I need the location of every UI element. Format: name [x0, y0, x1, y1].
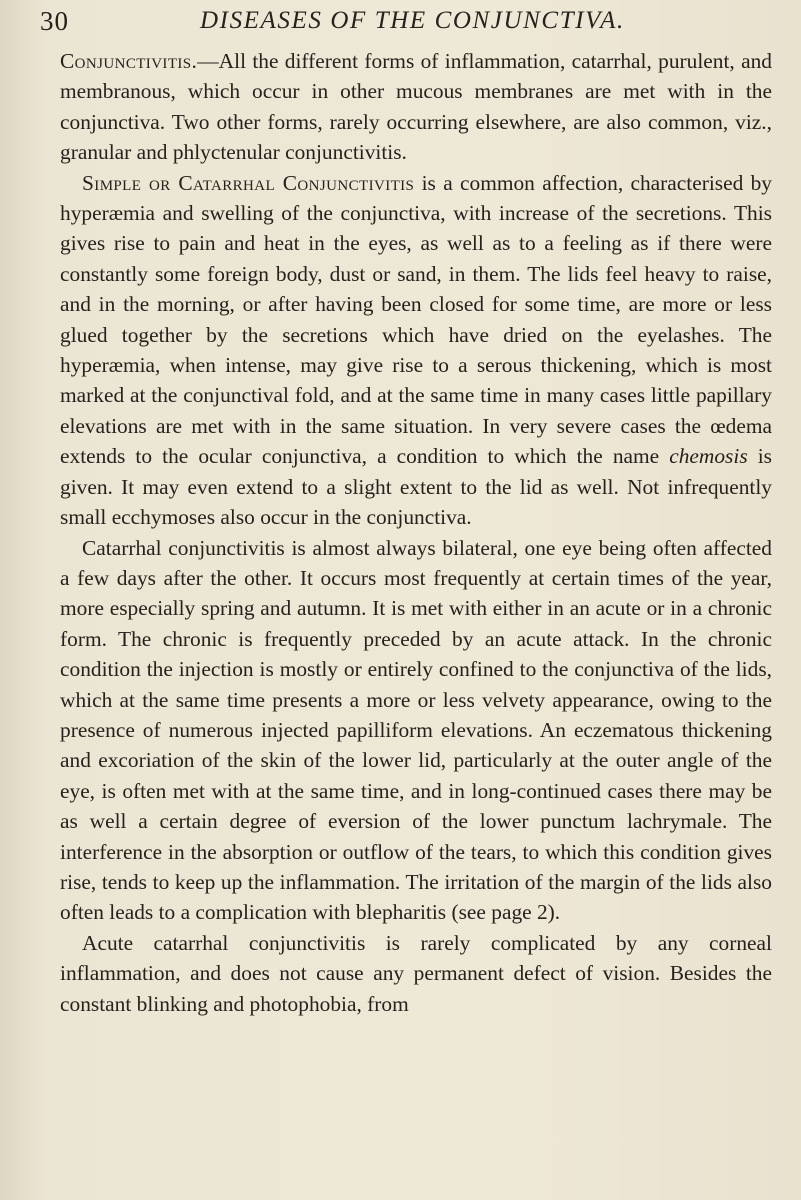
body-text	[60, 46, 772, 1019]
paragraph-text: is a common affection, characterised by hyperæmia and swelling of the conjunctiva, with increase of the secretions. This gives rise to pain and heat in the eyes, as well as to a feeling as if there were constantly some foreign body, dust or sand, in them. The lids feel heavy to raise, and in the morning, or after having been closed for some time, are more or less glued together by the secretions which have dried on the eyelashes. The hyperæmia, when intense, may give rise to a serous thickening, which is most marked at the conjunctival fold, and at the same time in many cases little papillary elevations are met with in the same situation. In very severe cases the œdema extends to the ocular conjunctiva, a condition to which the name	[60, 170, 773, 469]
paragraph-text: Catarrhal conjunctivitis is almost always bilateral, one eye being often affected a few days after the other. It occurs most frequently at certain times of the year, more especially spring and autumn. It is met with either in an acute or in a chronic form. The chronic is frequently preceded by an acute attack. In the chronic condition the injection is mostly or entirely confined to the conjunctiva of the lids, which at the same time presents a more or less velvety appearance, owing to the presence of numerous injected papilliform elevations. An eczematous thickening and excoriation of the skin of the lower lid, particularly at the outer angle of the eye, is often met with at the same time, and in long-continued cases there may be as well a certain degree of eversion of the lower punctum lachrymale. The interference in the absorption or outflow of the tears, to which this condition gives rise, tends to keep up the inflammation. The irritation of the margin of the lids also often leads to a complication with blepharitis (see page 2).	[60, 535, 772, 925]
paragraph-text-continued: is given. It may even extend to a slight extent to the lid as well. Not infrequently small ecchymoses also occur in the conjunctiva.	[60, 444, 772, 530]
paragraph-acute-form	[60, 928, 772, 1019]
running-head: DISEASES OF THE CONJUNCTIVA.	[200, 7, 625, 34]
page-header	[40, 4, 761, 44]
paragraph-chronic-form	[60, 533, 772, 928]
paragraph-text: —All the different forms of inflammation, catarrhal, purulent, and membranous, which occur in other mucous membranes are met with in the conjunctiva. Two other forms, rarely occurring elsewhere, are also common, viz., granular and phlyctenular conjunctivitis.	[60, 49, 772, 165]
paragraph-conjunctivitis	[60, 46, 772, 168]
page-number: 30	[40, 6, 69, 36]
italic-term: chemosis	[669, 444, 748, 469]
paragraph-text: Acute catarrhal conjunctivitis is rarely complicated by any corneal inflammation, and does not cause any permanent defect of vision. Besides the constant blinking and photophobia, from	[60, 930, 772, 1016]
paragraph-catarrhal-conjunctivitis	[60, 168, 772, 533]
section-lead-catarrhal: Simple or Catarrhal Conjunctivitis	[82, 170, 415, 195]
section-lead-conjunctivitis: Conjunctivitis.	[60, 49, 198, 73]
